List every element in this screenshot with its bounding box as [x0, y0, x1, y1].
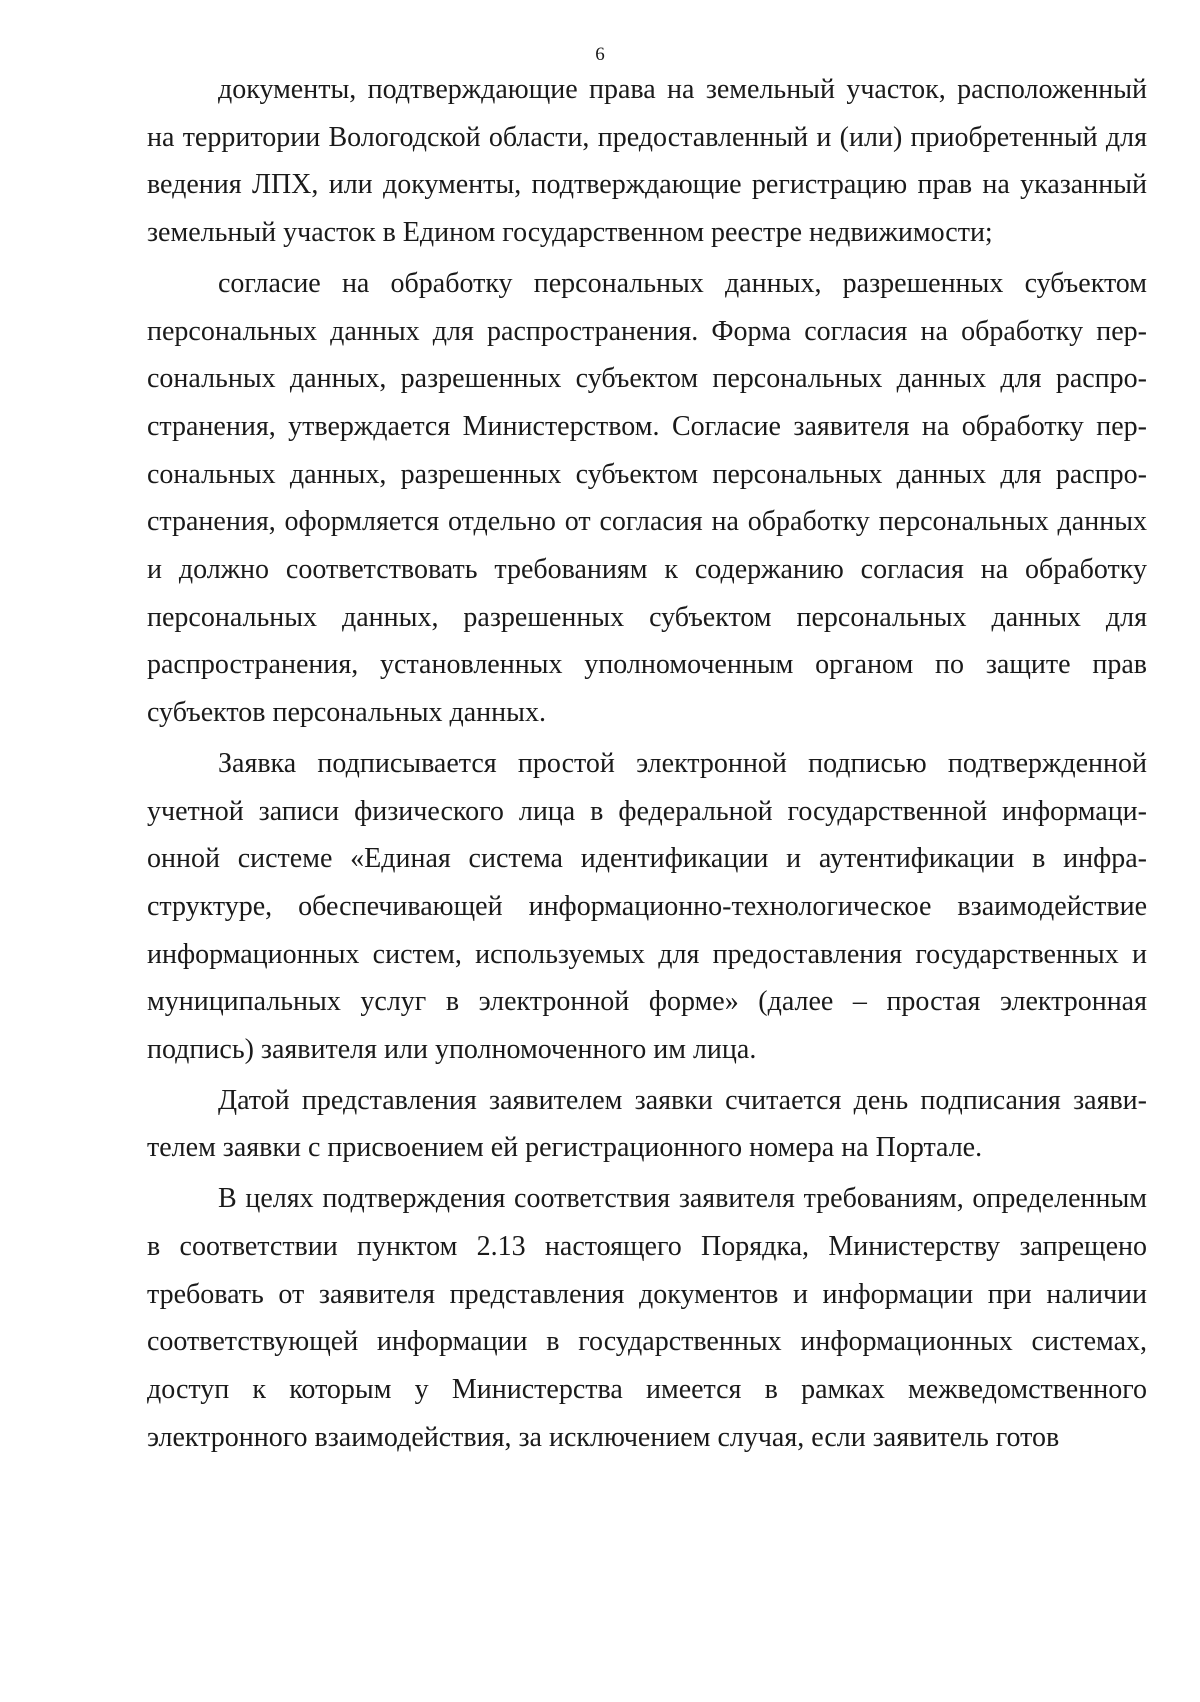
document-body — [147, 66, 1147, 1461]
paragraph-land-documents: документы, подтверждающие права на земельный участок, расположенный на территории Вологодской области, предоставленный и (или) приобретенный для ведения ЛПХ, или документы, подтверждающие регистрацию прав на указанный земельный участок в Едином государственном реестре недвижимости; — [147, 74, 1147, 249]
page-number: 6 — [595, 44, 605, 65]
paragraph-requirements-confirmation: В целях подтверждения соответствия заявителя требованиям, определенным в соответствии пунктом 2.13 настоящего Порядка, Министерству запрещено требовать от заявителя представления документов и информации при наличии соответствующей информации в государственных информационных системах, доступ к которым у Министерства имеется в рамках межведомственного электронного взаимодействия, за исключением случая, если заявитель готов — [147, 1183, 1147, 1453]
paragraph-submission-date: Датой представления заявителем заявки считается день подписания заявителем заявки с присвоением ей регистрационного номера на Портале. — [147, 1084, 1147, 1164]
paragraph-personal-data-consent: согласие на обработку персональных данных, разрешенных субъектом персональных данных для распространения. Форма согласия на обработку персональных данных, разрешенных субъектом персональных данных для распространения, утверждается Министерством. Согласие заявителя на обработку персональных данных, разрешенных субъектом персональных данных для распространения, оформляется отдельно от согласия на обработку персональных данных и должно соответствовать требованиям к содержанию согласия на обработку персональных данных, разрешенных субъектом персональных данных для распространения, установленных уполномоченным органом по защите прав субъектов персональных данных. — [147, 267, 1147, 729]
paragraph-electronic-signature: Заявка подписывается простой электронной подписью подтвержденной учетной записи физического лица в федеральной государственной информационной системе «Единая система идентификации и аутентификации в инфраструктуре, обеспечивающей информационно-технологическое взаимодействие информационных систем, используемых для предоставления государственных и муниципальных услуг в электронной форме» (далее – простая электронная подпись) заявителя или уполномоченного им лица. — [147, 747, 1147, 1066]
